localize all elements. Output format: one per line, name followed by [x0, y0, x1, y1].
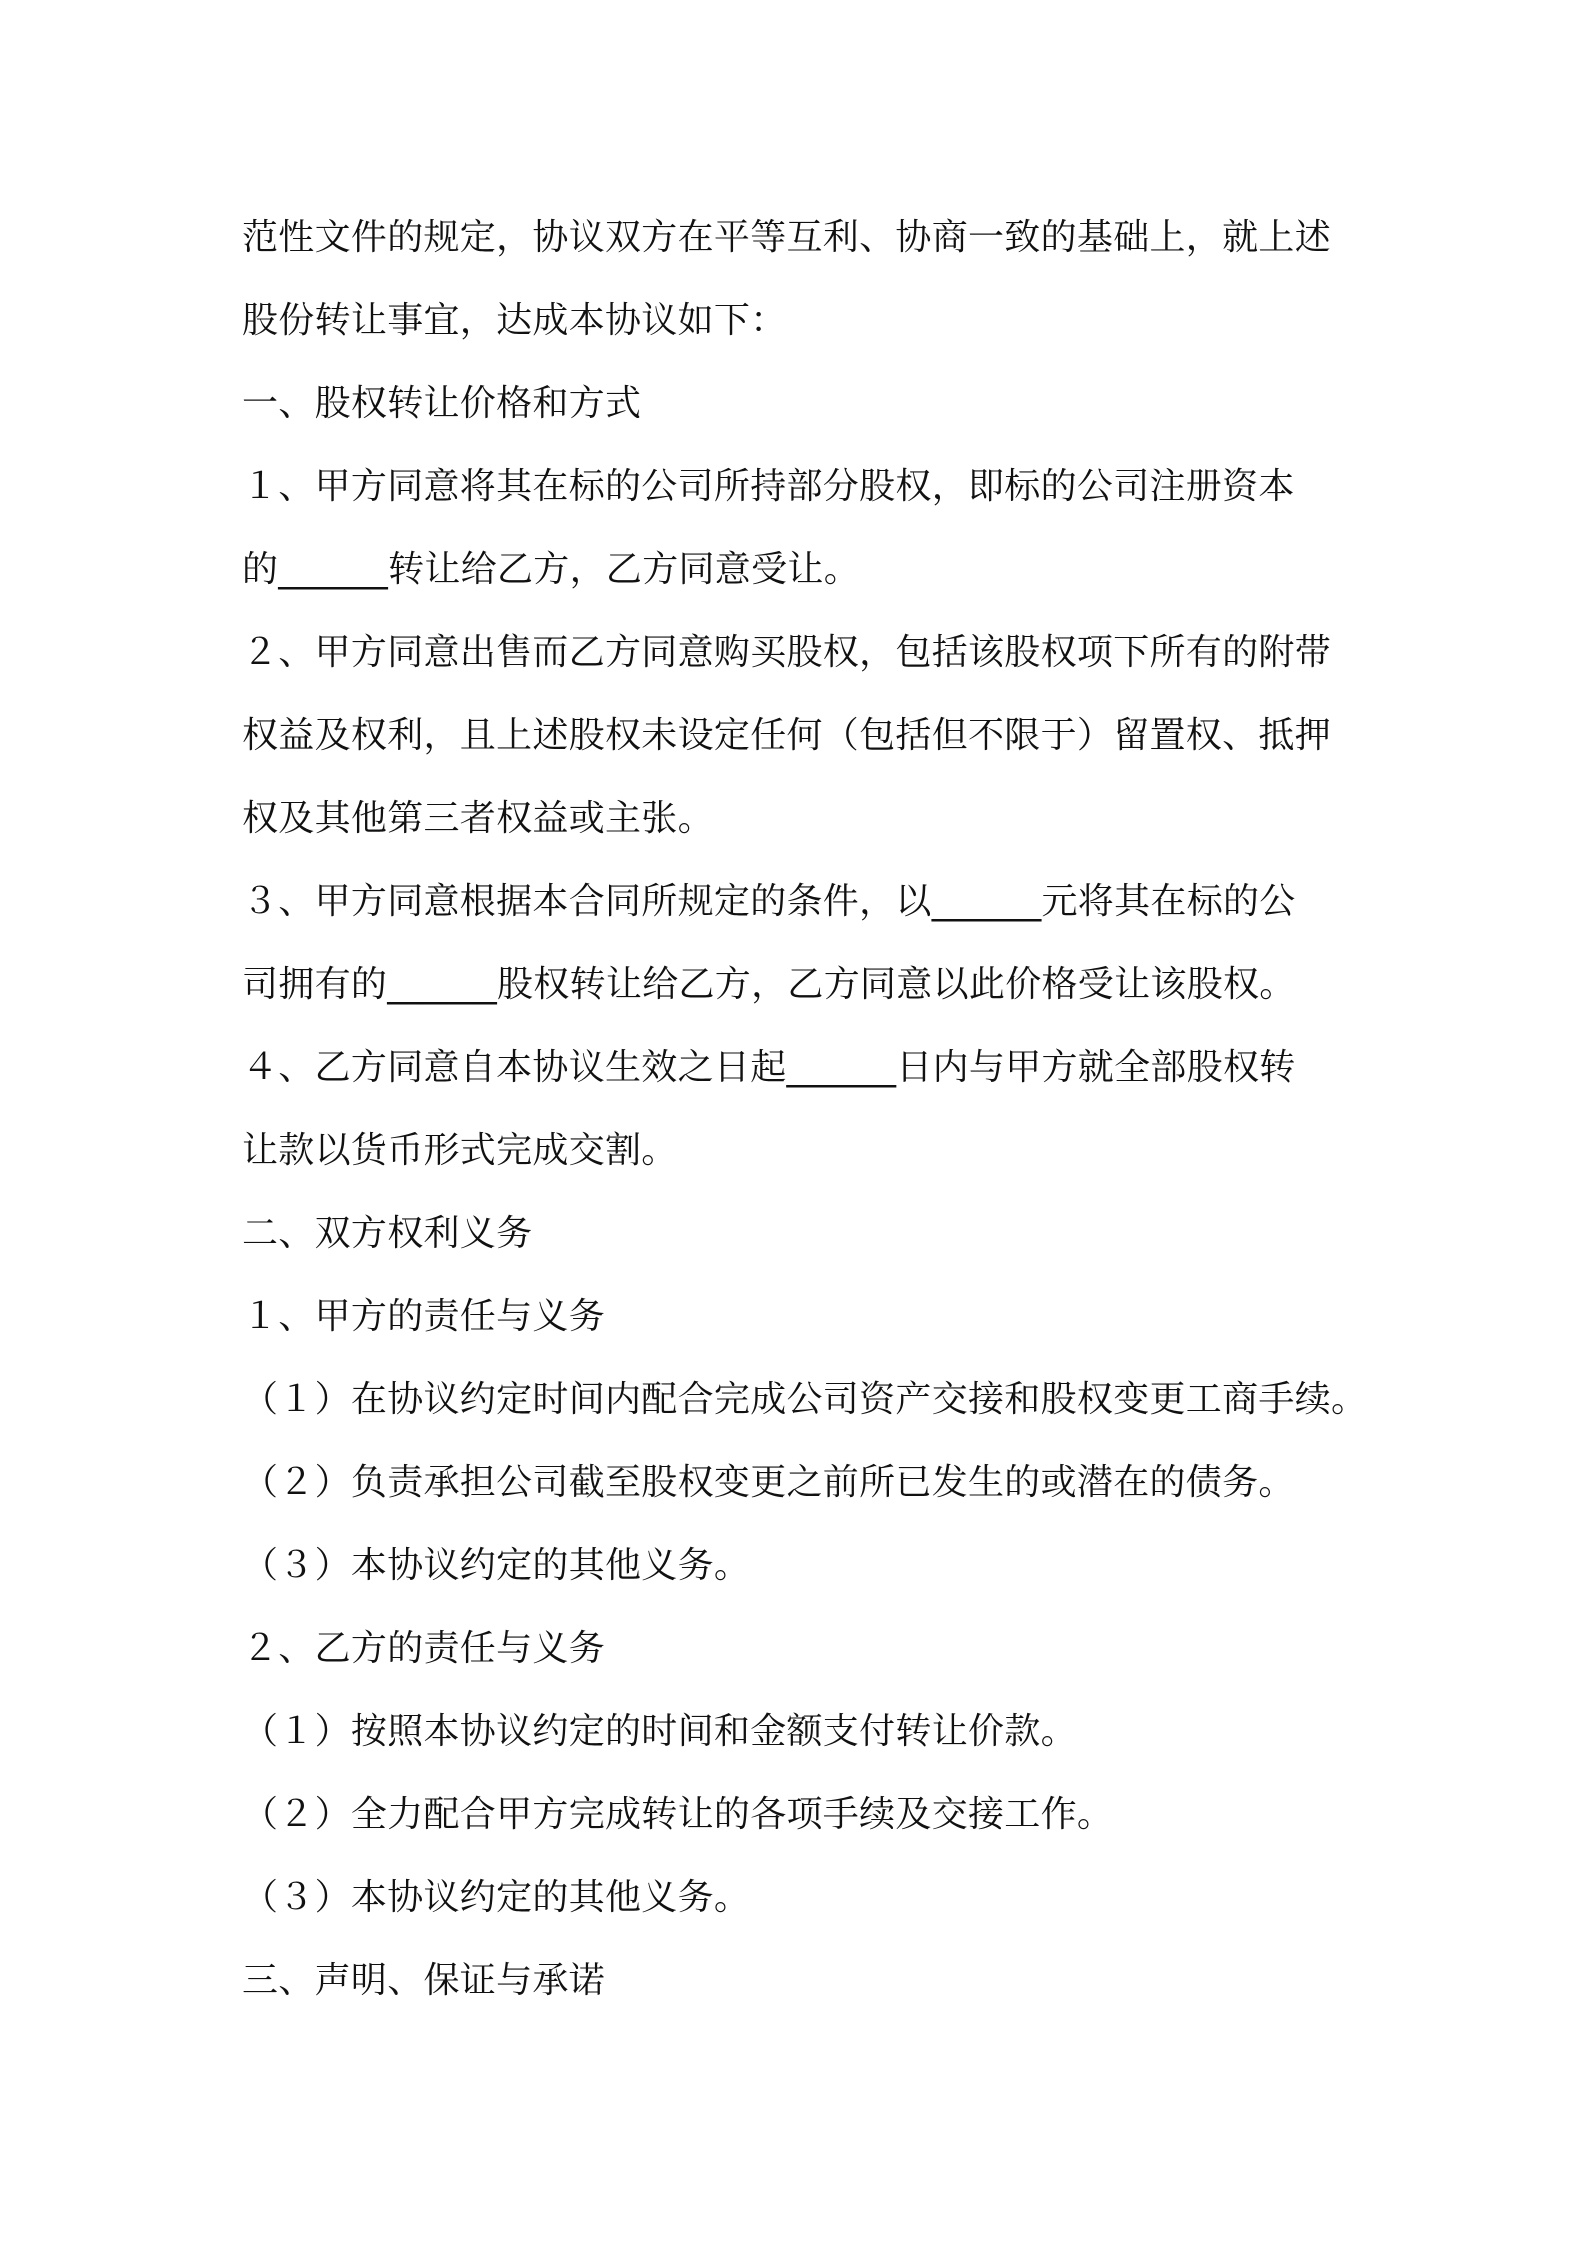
- sub-clause-item: （３）本协议约定的其他义务。: [242, 1545, 751, 1586]
- text-line: 范性文件的规定，协议双方在平等互利、协商一致的基础上，就上述: [242, 217, 1332, 258]
- sub-clause-item: （２）全力配合甲方完成转让的各项手续及交接工作。: [242, 1794, 1114, 1835]
- clause-item: ２、乙方的责任与义务: [242, 1628, 606, 1669]
- text-line: 的______转让给乙方，乙方同意受让。: [242, 549, 860, 590]
- clause-item: １、甲方的责任与义务: [242, 1296, 606, 1337]
- sub-clause-item: （３）本协议约定的其他义务。: [242, 1877, 751, 1918]
- text-line: 让款以货币形式完成交割。: [242, 1130, 678, 1171]
- section-heading: 一、股权转让价格和方式: [242, 383, 642, 424]
- sub-clause-item: （１）按照本协议约定的时间和金额支付转让价款。: [242, 1711, 1077, 1752]
- clause-item: ３、甲方同意根据本合同所规定的条件，以______元将其在标的公: [242, 881, 1296, 922]
- text-line: 权及其他第三者权益或主张。: [242, 798, 714, 839]
- text-line: 权益及权利，且上述股权未设定任何（包括但不限于）留置权、抵押: [242, 715, 1332, 756]
- section-heading: 二、双方权利义务: [242, 1213, 533, 1254]
- clause-item: ２、甲方同意出售而乙方同意购买股权，包括该股权项下所有的附带: [242, 632, 1332, 673]
- clause-item: ４、乙方同意自本协议生效之日起______日内与甲方就全部股权转: [242, 1047, 1296, 1088]
- document-body: [242, 196, 1382, 2022]
- sub-clause-item: （２）负责承担公司截至股权变更之前所已发生的或潜在的债务。: [242, 1462, 1295, 1503]
- clause-item: １、甲方同意将其在标的公司所持部分股权，即标的公司注册资本: [242, 466, 1295, 507]
- text-line: 股份转让事宜，达成本协议如下：: [242, 300, 787, 341]
- section-heading: 三、声明、保证与承诺: [242, 1960, 606, 2001]
- sub-clause-item: （１）在协议约定时间内配合完成公司资产交接和股权变更工商手续。: [242, 1379, 1368, 1420]
- text-line: 司拥有的______股权转让给乙方，乙方同意以此价格受让该股权。: [242, 964, 1296, 1005]
